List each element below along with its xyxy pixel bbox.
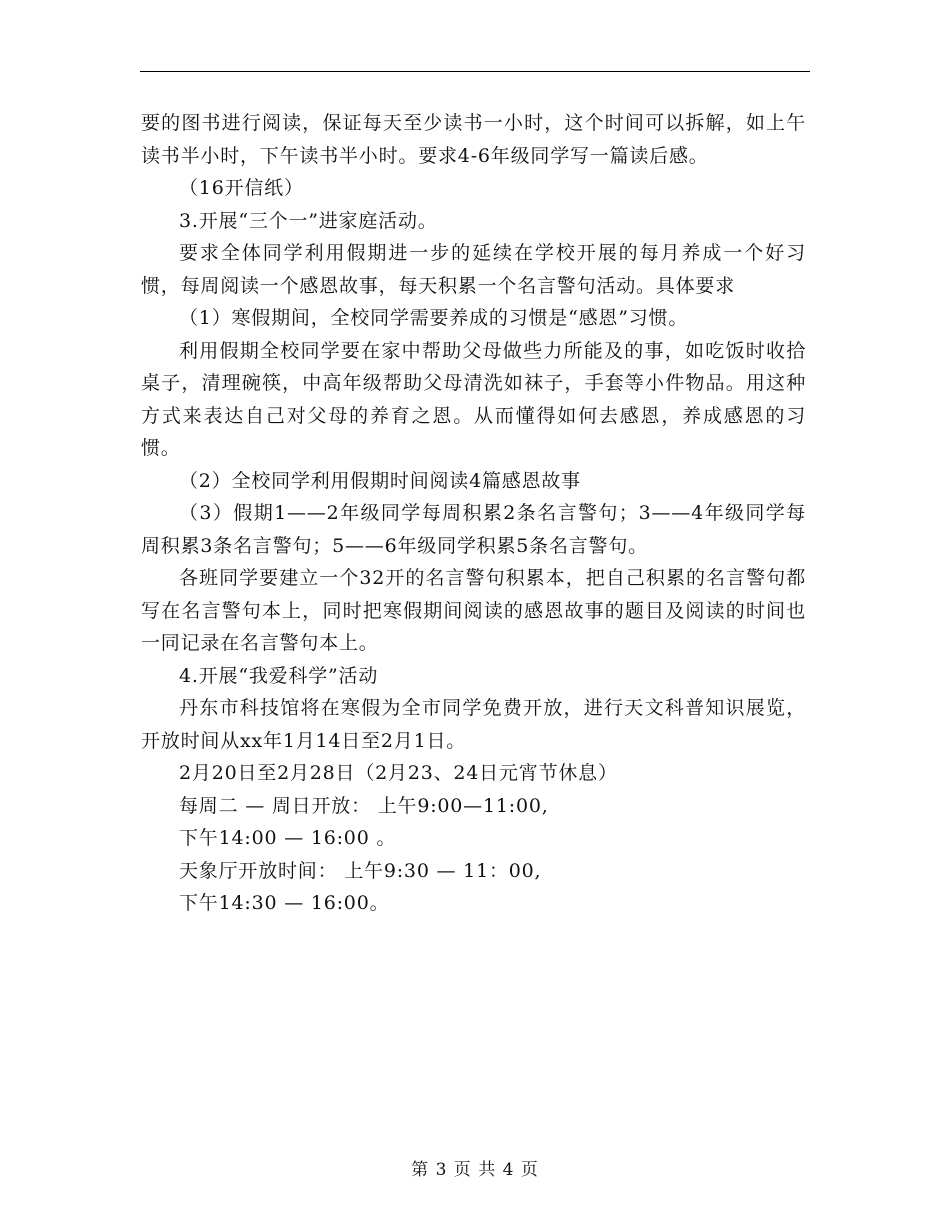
paragraph: 丹东市科技馆将在寒假为全市同学免费开放，进行天文科普知识展览，开放时间从xx年1月14日至2月1日。: [141, 697, 806, 752]
header-rule: [140, 71, 810, 72]
paragraph: 利用假期全校同学要在家中帮助父母做些力所能及的事，如吃饭时收拾桌子，清理碗筷，中高年级帮助父母清洗如袜子，手套等小件物品。用这种方式来表达自己对父母的养育之恩。从而懂得如何去感恩，养成感恩的习惯。: [141, 339, 806, 459]
list-item: （2）全校同学利用假期时间阅读4篇感恩故事: [179, 469, 581, 492]
document-body: [141, 107, 806, 920]
schedule-line: 每周二 — 周日开放： 上午9:00—11:00,: [179, 794, 549, 817]
page-number: 第 3 页 共 4 页: [411, 1160, 539, 1180]
paragraph: （16开信纸）: [179, 177, 304, 199]
schedule-line: 2月20日至2月28日（2月23、24日元宵节休息）: [179, 762, 618, 784]
section-heading: 4.开展“我爱科学”活动: [179, 664, 379, 687]
paragraph: 要求全体同学利用假期进一步的延续在学校开展的每月养成一个好习惯，每周阅读一个感恩故事，每天积累一个名言警句活动。具体要求: [141, 242, 806, 297]
section-heading: 3.开展“三个一”进家庭活动。: [179, 209, 438, 232]
schedule-line: 下午14:30 — 16:00。: [179, 892, 390, 914]
paragraph: 各班同学要建立一个32开的名言警句积累本，把自己积累的名言警句都写在名言警句本上，同时把寒假期间阅读的感恩故事的题目及阅读的时间也一同记录在名言警句本上。: [141, 567, 806, 654]
page-footer: [0, 1155, 950, 1180]
schedule-line: 天象厅开放时间： 上午9:30 — 11：00,: [179, 859, 542, 882]
list-item: （1）寒假期间，全校同学需要养成的习惯是“感恩”习惯。: [179, 307, 689, 329]
paragraph: 要的图书进行阅读，保证每天至少读书一小时，这个时间可以拆解，如上午读书半小时，下午读书半小时。要求4-6年级同学写一篇读后感。: [141, 112, 806, 167]
schedule-line: 下午14:00 — 16:00 。: [179, 827, 397, 849]
list-item: （3）假期1——2年级同学每周积累2条名言警句；3——4年级同学每周积累3条名言警句；5——6年级同学积累5条名言警句。: [141, 502, 806, 557]
